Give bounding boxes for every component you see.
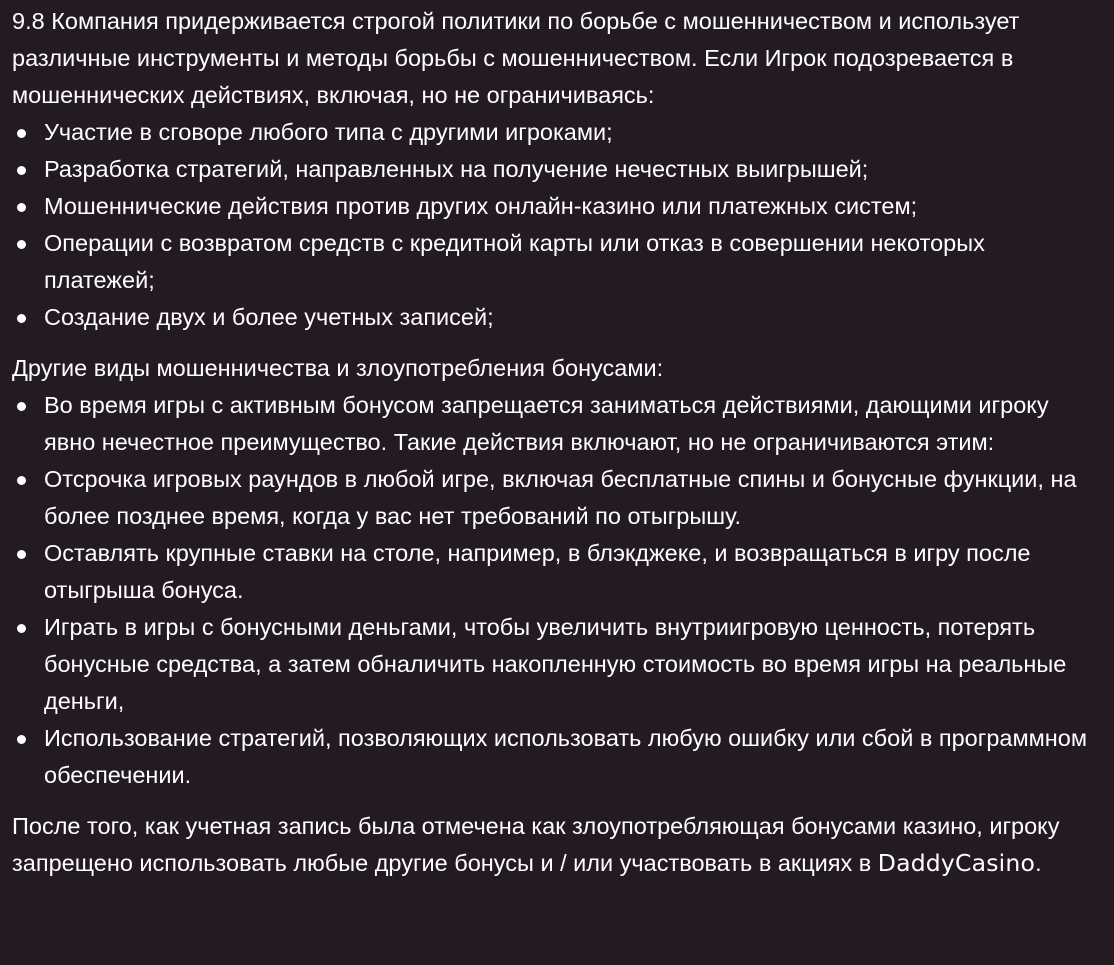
bonus-abuse-list — [12, 387, 1102, 794]
brand-name: DaddyCasino — [877, 849, 1036, 877]
list-item: Участие в сговоре любого типа с другими игроками; — [12, 114, 1102, 151]
closing-text: После того, как учетная запись была отмечена как злоупотребляющая бонусами казино, игроку запрещено использовать любые другие бонусы и / или участвовать в акциях в — [12, 813, 1060, 876]
list-item: Во время игры с активным бонусом запрещается заниматься действиями, дающими игроку явно нечестное преимущество. Такие действия включают, но не ограничиваются этим: — [12, 387, 1102, 461]
list-item: Отсрочка игровых раундов в любой игре, включая бесплатные спины и бонусные функции, на более позднее время, когда у вас нет требований по отыгрышу. — [12, 461, 1102, 535]
closing-paragraph — [12, 808, 1102, 882]
list-item: Играть в игры с бонусными деньгами, чтобы увеличить внутриигровую ценность, потерять бонусные средства, а затем обналичить накопленную стоимость во время игры на реальные деньги, — [12, 609, 1102, 720]
section-1-intro: 9.8 Компания придерживается строгой политики по борьбе с мошенничеством и использует различные инструменты и методы борьбы с мошенничеством. Если Игрок подозревается в мошеннических действиях, включая, но не ограничиваясь: — [12, 8, 1020, 108]
list-item: Оставлять крупные ставки на столе, например, в блэкджеке, и возвращаться в игру после отыгрыша бонуса. — [12, 535, 1102, 609]
list-item: Создание двух и более учетных записей; — [12, 299, 1102, 336]
list-item: Разработка стратегий, направленных на получение нечестных выигрышей; — [12, 151, 1102, 188]
list-item: Операции с возвратом средств с кредитной карты или отказ в совершении некоторых платежей; — [12, 225, 1102, 299]
list-item: Использование стратегий, позволяющих использовать любую ошибку или сбой в программном обеспечении. — [12, 720, 1102, 794]
list-item: Мошеннические действия против других онлайн-казино или платежных систем; — [12, 188, 1102, 225]
fraud-list — [12, 114, 1102, 336]
section-2-intro: Другие виды мошенничества и злоупотребления бонусами: — [12, 355, 664, 381]
closing-end: . — [1035, 850, 1042, 876]
